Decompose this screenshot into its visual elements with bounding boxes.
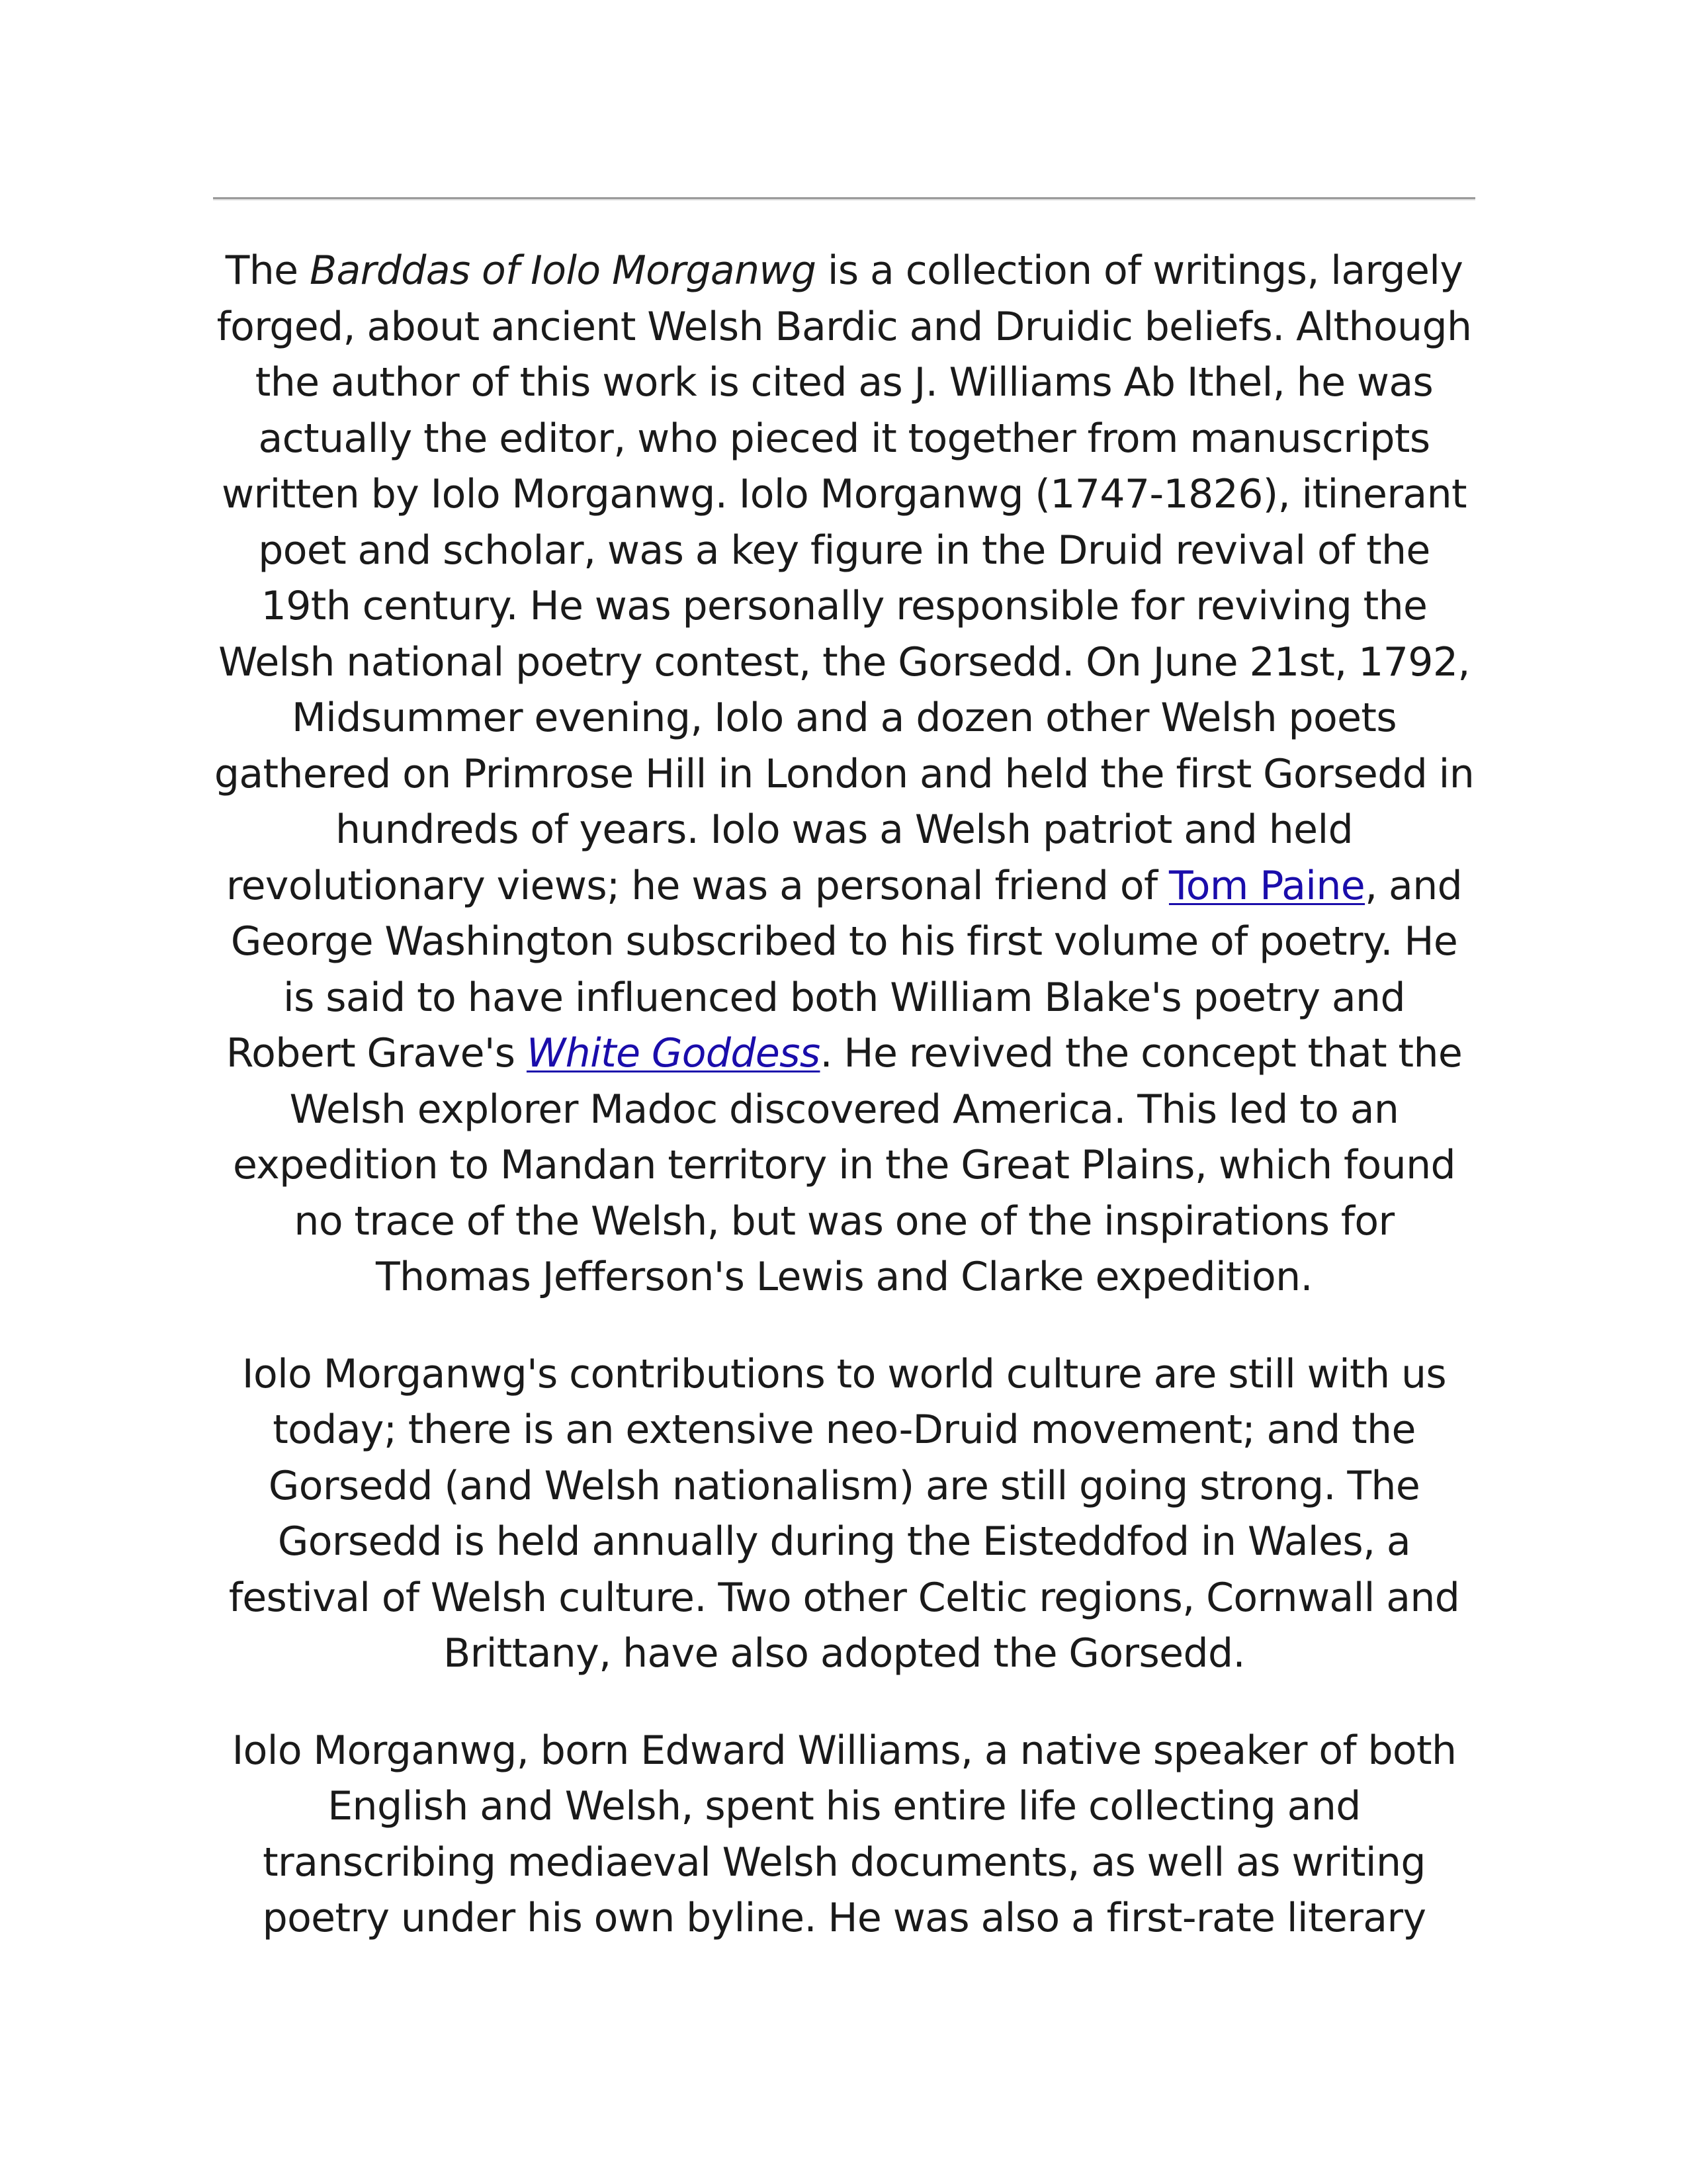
paragraph-contributions: Iolo Morganwg's contributions to world culture are still with us today; there is an extensive neo-Druid movement; and the Gorsedd (and Welsh nationalism) are still going strong. The Gorsedd is held annually during the Eisteddfod in Wales, a festival of Welsh culture. Two other Celtic regions, Cornwall and Brittany, have also adopted the Gorsedd. [228,1350,1460,1677]
document-page [213,197,1475,1987]
tom-paine-link[interactable]: Tom Paine [1168,862,1365,909]
paragraph-biography: Iolo Morganwg, born Edward Williams, a native speaker of both English and Welsh, spent his entire life collecting and transcribing mediaeval Welsh documents, as well as writing poetry under his own byline. He was also a first-rate literary [232,1727,1457,1941]
paragraph-intro [213,243,1475,1305]
book-title: Barddas of Iolo Morganwg [309,247,816,294]
paragraph-text: The [225,247,310,294]
horizontal-rule [213,197,1475,200]
white-goddess-link[interactable]: White Goddess [526,1030,820,1076]
paragraph-text: is a collection of writings, largely forged, about ancient Welsh Bardic and Druidic beliefs. Although the author of this work is cited as J. Williams Ab Ithel, he was actually the editor, who pieced it together from manuscripts written by Iolo Morganwg. Iolo Morganwg (1747-1826), itinerant poet and scholar, was a key figure in the Druid revival of the 19th century. He was personally responsible for reviving the Welsh national poetry contest, the Gorsedd. On June 21st, 1792, Midsummer evening, Iolo and a dozen other Welsh poets gathered on Primrose Hill in London and held the first Gorsedd in hundreds of years. Iolo was a Welsh patriot and held revolutionary views; he was a personal friend of [214,247,1475,909]
paragraph-text: , and George Washington subscribed to his first volume of poetry. He is said to have influenced both William Blake's poetry and Robert Grave's [226,862,1463,1076]
paragraph-text: . He revived the concept that the Welsh explorer Madoc discovered America. This led to an expedition to Mandan territory in the Great Plains, which found no trace of the Welsh, but was one of the inspirations for Thomas Jefferson's Lewis and Clarke expedition. [232,1030,1463,1300]
